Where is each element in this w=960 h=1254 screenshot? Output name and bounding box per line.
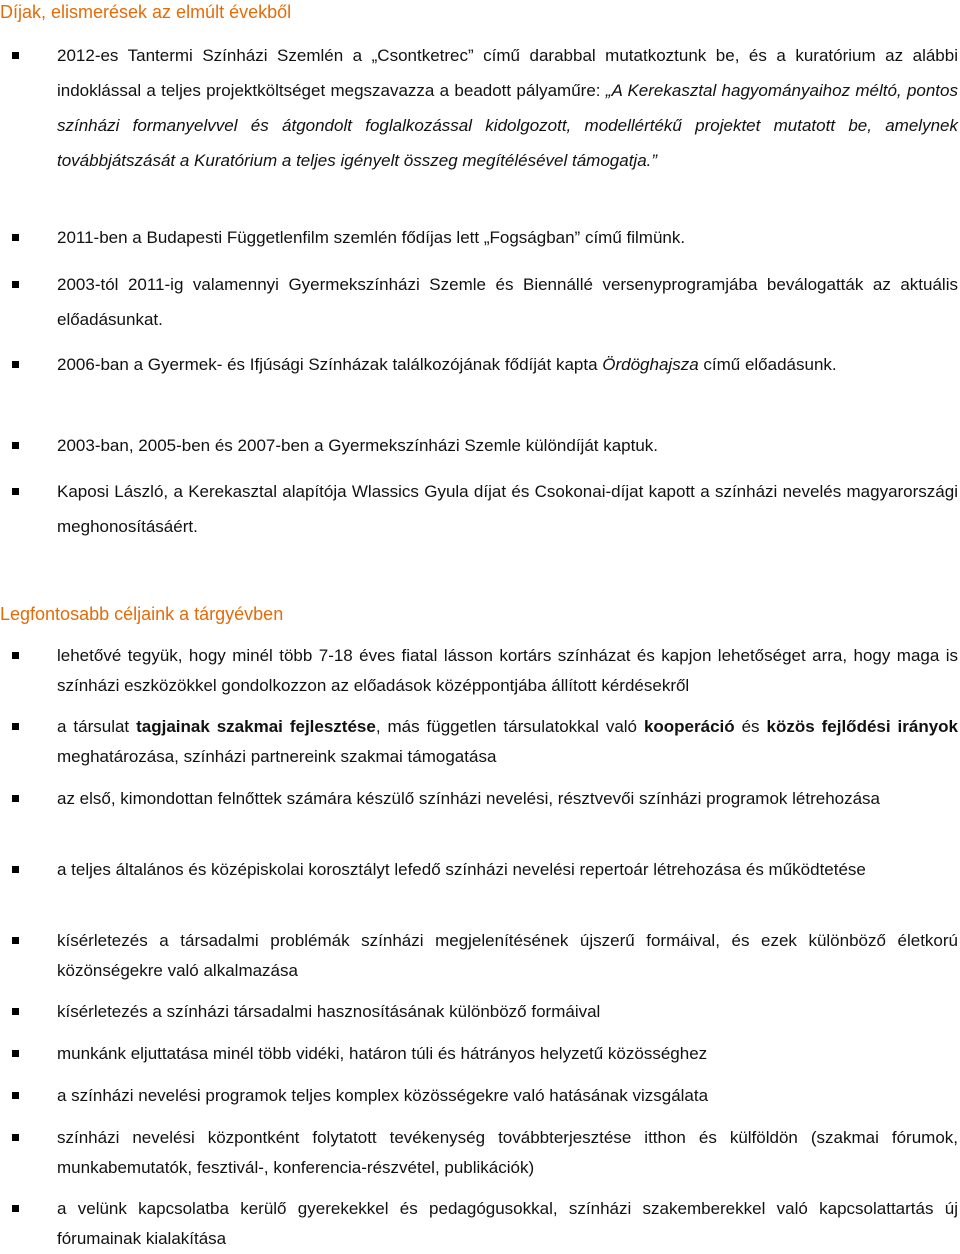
goal-text-part: meghatározása, színházi partnereink szakmai támogatása	[57, 747, 497, 766]
bullet-icon	[12, 442, 19, 449]
list-item-text: munkánk eljuttatása minél több vidéki, határon túli és hátrányos helyzetű közösséghez	[57, 1044, 708, 1063]
bullet-icon	[12, 1134, 19, 1141]
award-pre-text: 2006-ban a Gyermek- és Ifjúsági Színházak találkozójának fődíját kapta	[57, 355, 603, 374]
list-item-text: 2011-ben a Budapesti Függetlenfilm szemlén fődíjas lett „Fogságban” című filmünk.	[57, 228, 686, 247]
goal-text-part: , más független társulatokkal való	[375, 717, 644, 736]
list-item-text: lehetővé tegyük, hogy minél több 7-18 éves fiatal lásson kortárs színházat és kapjon lehetőséget arra, hogy maga is színházi eszközökkel gondolkozzon az előadások középpontjába állított kérdésekről	[57, 646, 958, 695]
bullet-icon	[12, 937, 19, 944]
bullet-icon	[12, 281, 19, 288]
bullet-icon	[12, 234, 19, 241]
goal-text-part: és	[734, 717, 767, 736]
goal-text-part: a társulat	[57, 717, 137, 736]
bullet-icon	[12, 652, 19, 659]
list-item-text: 2003-ban, 2005-ben és 2007-ben a Gyermekszínházi Szemle különdíját kaptuk.	[57, 436, 659, 455]
bullet-icon	[12, 1092, 19, 1099]
list-item-text	[57, 38, 958, 178]
goal-emphasis: közös fejlődési irányok	[766, 717, 958, 736]
award-post-text: című előadásunk.	[698, 355, 837, 374]
play-title: Ördöghajsza	[602, 355, 699, 374]
section-heading-goals: Legfontosabb céljaink a tárgyévben	[0, 604, 284, 624]
list-item-text	[57, 347, 958, 382]
list-item-text: a velünk kapcsolatba kerülő gyerekekkel és pedagógusokkal, színházi szakemberekkel való kapcsolattartás új fórumainak kialakítása	[57, 1199, 958, 1248]
list-item-text	[57, 712, 958, 772]
list-item-text: az első, kimondottan felnőttek számára készülő színházi nevelési, résztvevői színházi programok létrehozása	[57, 789, 881, 808]
bullet-icon	[12, 1050, 19, 1057]
award-lead-text: 2012-es Tantermi Színházi Szemlén a „Csontketrec” című darabbal mutatkoztunk be, és a kuratórium az alábbi indoklással a teljes projektköltséget megszavazza a beadott pályaműre:	[57, 46, 958, 100]
goal-emphasis: kooperáció	[643, 717, 735, 736]
bullet-icon	[12, 488, 19, 495]
jury-quote: „A Kerekasztal hagyományaihoz méltó, pontos színházi formanyelvvel és átgondolt foglalkozással kidolgozott, modellértékű projektet mutatott be, amelynek továbbjátszását a Kuratórium a teljes igényelt összeg megítélésével támogatja.”	[57, 81, 958, 170]
list-item-text: a teljes általános és középiskolai korosztályt lefedő színházi nevelési repertoár létrehozása és működtetése	[57, 860, 866, 879]
goal-emphasis: tagjainak szakmai fejlesztése	[136, 717, 376, 736]
list-item-text: Kaposi László, a Kerekasztal alapítója Wlassics Gyula díjat és Csokonai-díjat kapott a színházi nevelés magyarországi meghonosításáért.	[57, 482, 958, 536]
list-item-text: színházi nevelési központként folytatott tevékenység továbbterjesztése itthon és külföldön (szakmai fórumok, munkabemutatók, fesztivál-, konferencia-részvétel, publikációk)	[57, 1128, 958, 1177]
list-item-text: a színházi nevelési programok teljes komplex közösségekre való hatásának vizsgálata	[57, 1086, 709, 1105]
list-item-text: 2003-tól 2011-ig valamennyi Gyermekszínházi Szemle és Biennállé versenyprogramjába beválogatták az aktuális előadásunkat.	[57, 275, 958, 329]
bullet-icon	[12, 361, 19, 368]
section-heading-awards: Díjak, elismerések az elmúlt évekből	[0, 2, 292, 22]
bullet-icon	[12, 1008, 19, 1015]
bullet-icon	[12, 1205, 19, 1212]
bullet-icon	[12, 723, 19, 730]
bullet-icon	[12, 795, 19, 802]
bullet-icon	[12, 52, 19, 59]
list-item-text: kísérletezés a társadalmi problémák színházi megjelenítésének újszerű formáival, és ezek különböző életkorú közönségekre való alkalmazása	[57, 931, 958, 980]
bullet-icon	[12, 866, 19, 873]
list-item-text: kísérletezés a színházi társadalmi hasznosításának különböző formáival	[57, 1002, 601, 1021]
